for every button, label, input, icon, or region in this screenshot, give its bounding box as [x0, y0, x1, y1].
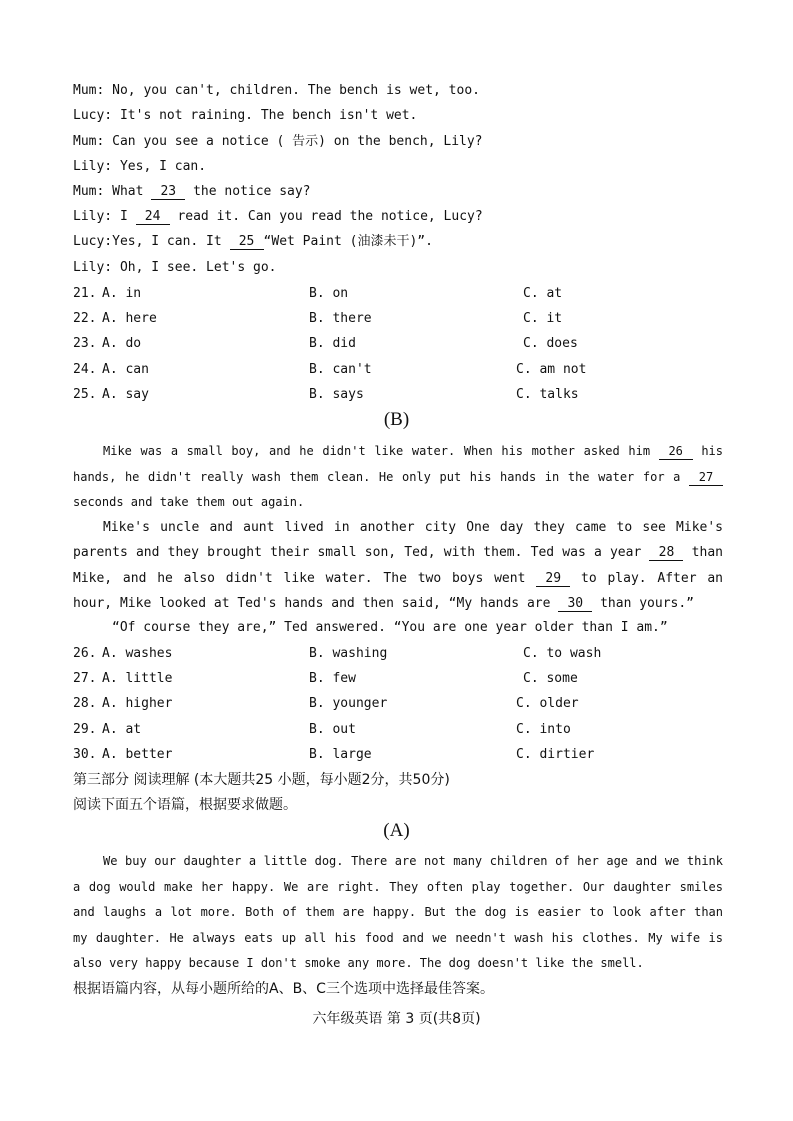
passage-a: We buy our daughter a little dog. There are not many children of her age and we think a dog would make her happy. We are right. They often play together. Our daughter smiles and laughs a lot more. Both of them are happy. But the dog is easier to look after than my daughter. He always eats up all his food and we needn't wash his clothes. My wife is also very happy because I don't smoke any more. The dog doesn't like the smell. [73, 854, 723, 970]
dialogue-line: Lucy: It's not raining. The bench isn't wet. [73, 108, 418, 123]
answer-blank: 26 [659, 444, 693, 460]
passage-b-paragraph-2: Mike's uncle and aunt lived in another city One day they came to see Mike's parents and they brought their small son, Ted, with them. Ted was a year 28 than Mike, and he also didn't like water. The two boys went 29 to play. After an hour, Mike looked at Ted's hands and then said, “My hands are 30 than yours.” [73, 520, 723, 611]
option-c: C. dirtier [516, 747, 595, 762]
passage-b-paragraph-1: Mike was a small boy, and he didn't like water. When his mother asked him 26 his hands, he didn't really wash them clean. He only put his hands in the water for a 27 seconds and take them out again. [73, 444, 723, 509]
option-a: A. better [102, 747, 173, 762]
option-b: B. out [309, 722, 356, 737]
option-c: C. am not [516, 362, 587, 377]
answer-blank: 30 [558, 596, 592, 612]
dialogue-line: Lily: I 24 read it. Can you read the notice, Lucy? [73, 209, 483, 224]
page-footer: 六年级英语 第 3 页(共8页) [312, 1011, 481, 1027]
question-number: 30. [73, 747, 97, 762]
question-number: 24. [73, 362, 97, 377]
option-a: A. higher [102, 696, 173, 711]
option-a: A. do [102, 336, 142, 351]
answer-blank: 25 [230, 234, 264, 250]
option-a: A. at [102, 722, 142, 737]
option-a: A. here [102, 311, 157, 326]
option-a: A. can [102, 362, 149, 377]
question-number: 22. [73, 311, 97, 326]
option-b: B. washing [309, 646, 388, 661]
dialogue-line: Lily: Oh, I see. Let's go. [73, 260, 277, 275]
question-number: 21. [73, 286, 97, 301]
answer-blank: 27 [689, 470, 723, 486]
option-c: C. to wash [523, 646, 602, 661]
passage-b-paragraph-3: “Of course they are,” Ted answered. “You are one year older than I am.” [112, 620, 668, 635]
option-c: C. does [523, 336, 578, 351]
option-b: B. says [309, 387, 364, 402]
option-c: C. at [523, 286, 563, 301]
option-c: C. some [523, 671, 578, 686]
option-b: B. there [309, 311, 372, 326]
option-a: A. say [102, 387, 149, 402]
option-b: B. younger [309, 696, 388, 711]
option-b: B. can't [309, 362, 372, 377]
option-b: B. did [309, 336, 356, 351]
question-number: 26. [73, 646, 97, 661]
dialogue-line: Lucy:Yes, I can. It 25 “Wet Paint (油漆未干)”. [73, 234, 433, 249]
option-a: A. little [102, 671, 173, 686]
section-title-a: (A) [383, 820, 410, 841]
option-a: A. in [102, 286, 142, 301]
answer-blank: 24 [136, 209, 170, 225]
answer-blank: 28 [649, 545, 683, 561]
question-number: 27. [73, 671, 97, 686]
passage-a-instruction: 根据语篇内容，从每小题所给的A、B、C三个选项中选择最佳答案。 [73, 981, 494, 997]
option-c: C. talks [516, 387, 579, 402]
section-title-b: (B) [383, 409, 410, 430]
option-c: C. older [516, 696, 579, 711]
option-c: C. into [516, 722, 571, 737]
answer-blank: 23 [151, 184, 185, 200]
dialogue-line: Lily: Yes, I can. [73, 159, 207, 174]
option-a: A. washes [102, 646, 173, 661]
answer-blank: 29 [536, 571, 570, 587]
option-b: B. large [309, 747, 372, 762]
part3-instruction: 阅读下面五个语篇，根据要求做题。 [73, 797, 297, 813]
option-c: C. it [523, 311, 563, 326]
dialogue-line: Mum: What 23 the notice say? [73, 184, 311, 199]
question-number: 25. [73, 387, 97, 402]
option-b: B. few [309, 671, 356, 686]
option-b: B. on [309, 286, 349, 301]
question-number: 29. [73, 722, 97, 737]
dialogue-line: Mum: No, you can't, children. The bench is wet, too. [73, 83, 480, 98]
question-number: 23. [73, 336, 97, 351]
part3-title: 第三部分 阅读理解 (本大题共25 小题，每小题2分，共50分) [73, 772, 450, 788]
question-number: 28. [73, 696, 97, 711]
dialogue-line: Mum: Can you see a notice ( 告示) on the bench, Lily? [73, 134, 483, 149]
